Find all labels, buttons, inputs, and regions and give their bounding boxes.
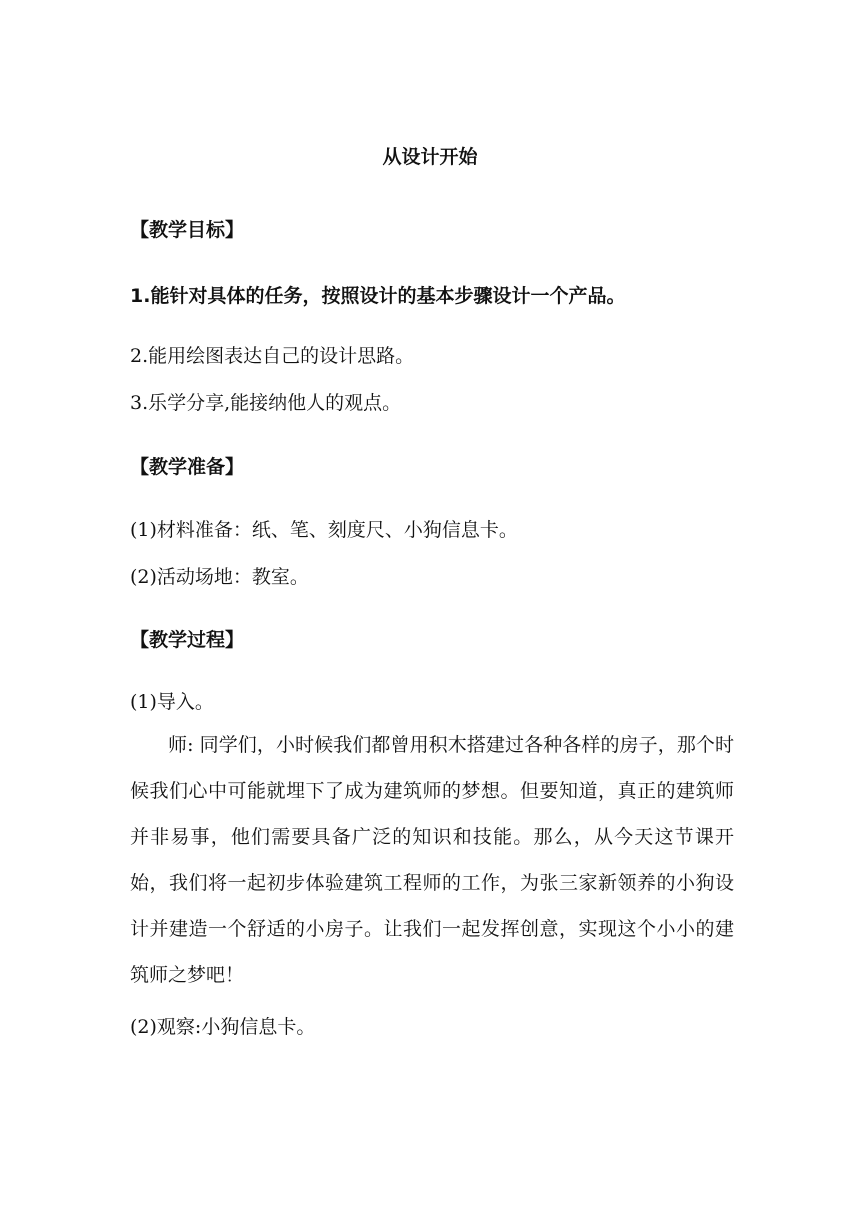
preparation-item-2: (2)活动场地：教室。 [130,566,309,588]
heading-objectives: 【教学目标】 [130,219,245,241]
heading-preparation: 【教学准备】 [130,456,245,478]
objective-item-2: 2.能用绘图表达自己的设计思路。 [130,345,415,367]
process-step-1: (1)导入。 [130,691,214,713]
objective-item-3: 3.乐学分享,能接纳他人的观点。 [130,392,402,414]
heading-process: 【教学过程】 [130,629,245,651]
process-step-2: (2)观察:小狗信息卡。 [130,1016,316,1038]
document-title: 从设计开始 [382,146,478,168]
objective-item-1: 1.能针对具体的任务，按照设计的基本步骤设计一个产品。 [130,285,626,307]
process-intro-paragraph: 师: 同学们，小时候我们都曾用积木搭建过各种各样的房子，那个时候我们心中可能就埋下了成为建筑师的梦想。但要知道，真正的建筑师并非易事，他们需要具备广泛的知识和技能。那么，从今天这节课开始，我们将一起初步体验建筑工程师的工作，为张三家新领养的小狗设计并建造一个舒适的小房子。让我们一起发挥创意，实现这个小小的建筑师之梦吧！ [130,734,734,986]
preparation-item-1: (1)材料准备：纸、笔、刻度尺、小狗信息卡。 [130,519,518,541]
